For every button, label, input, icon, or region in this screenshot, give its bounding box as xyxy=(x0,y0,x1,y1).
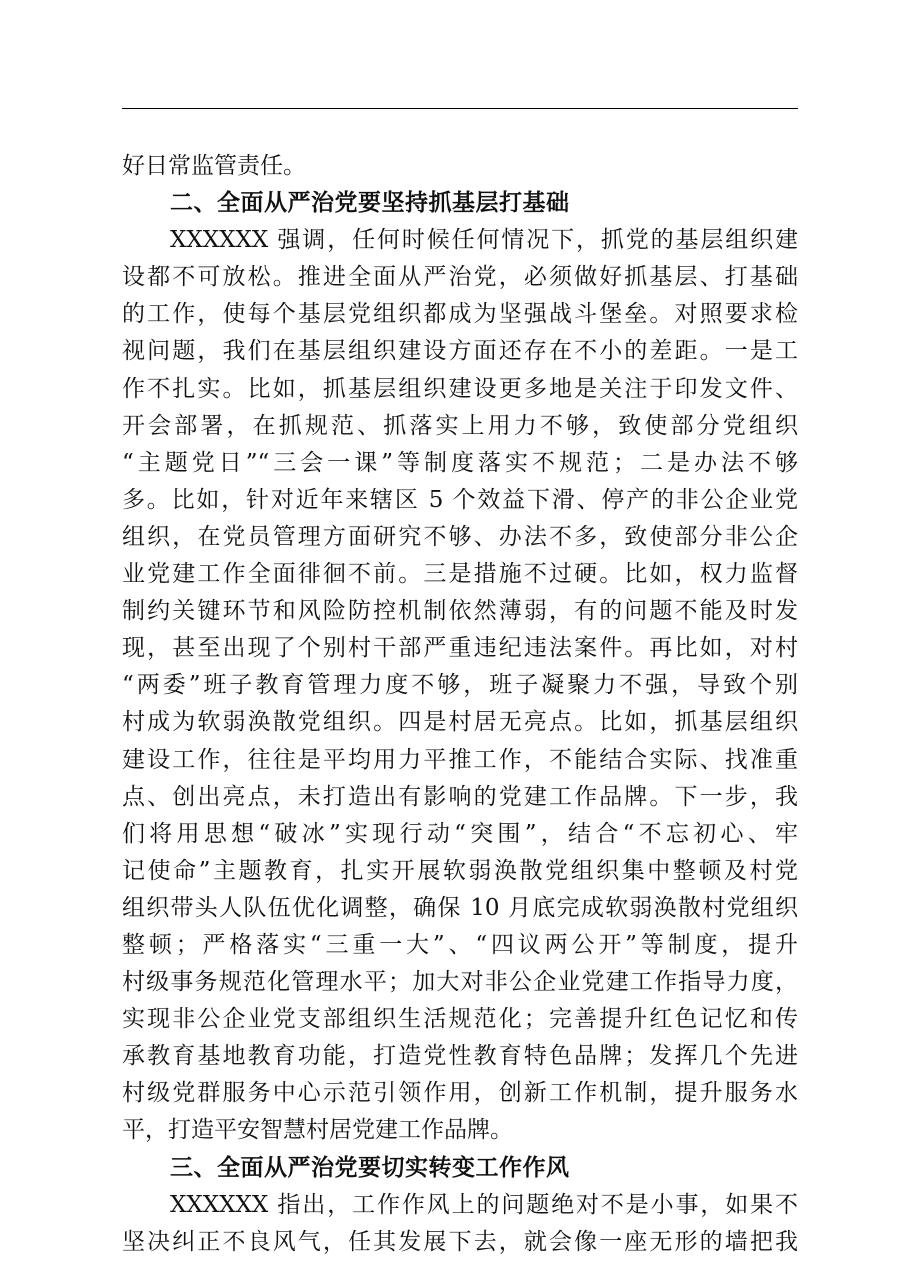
paragraph-line: 作不扎实。比如，抓基层组织建设更多地是关注于印发文件、 xyxy=(122,375,798,402)
paragraph-line: 现，甚至出现了个别村干部严重违纪违法案件。再比如，对村 xyxy=(122,635,798,662)
paragraph-line: 多。比如，针对近年来辖区 5 个效益下滑、停产的非公企业党 xyxy=(122,486,798,513)
paragraph-line: XXXXXX 强调，任何时候任何情况下，抓党的基层组织建 xyxy=(170,227,798,254)
paragraph-line: 视问题，我们在基层组织建设方面还存在不小的差距。一是工 xyxy=(122,338,798,365)
paragraph-line: 制约关键环节和风险防控机制依然薄弱，有的问题不能及时发 xyxy=(122,598,798,625)
paragraph-line: 村成为软弱涣散党组织。四是村居无亮点。比如，抓基层组织 xyxy=(122,709,798,736)
paragraph-line: 们将用思想“破冰”实现行动“突围”，结合“不忘初心、牢 xyxy=(122,820,798,847)
paragraph-line: 村级党群服务中心示范引领作用，创新工作机制，提升服务水 xyxy=(122,1080,798,1107)
body-text xyxy=(122,148,798,1261)
paragraph-line: 组织，在党员管理方面研究不够、办法不多，致使部分非公企 xyxy=(122,523,798,550)
paragraph-line: 记使命”主题教育，扎实开展软弱涣散党组织集中整顿及村党 xyxy=(122,857,798,884)
paragraph-line: 承教育基地教育功能，打造党性教育特色品牌；发挥几个先进 xyxy=(122,1043,798,1070)
paragraph-line: 平，打造平安智慧村居党建工作品牌。 xyxy=(122,1117,513,1144)
paragraph-line: 建设工作，往往是平均用力平推工作，不能结合实际、找准重 xyxy=(122,746,798,773)
paragraph-line: “两委”班子教育管理力度不够，班子凝聚力不强，导致个别 xyxy=(122,672,798,699)
paragraph-line: 村级事务规范化管理水平；加大对非公企业党建工作指导力度， xyxy=(122,969,798,996)
paragraph-line: 好日常监管责任。 xyxy=(122,153,306,179)
paragraph-line: 设都不可放松。推进全面从严治党，必须做好抓基层、打基础 xyxy=(122,264,798,291)
paragraph-line: 实现非公企业党支部组织生活规范化；完善提升红色记忆和传 xyxy=(122,1006,798,1033)
paragraph-line: XXXXXX 指出，工作作风上的问题绝对不是小事，如果不 xyxy=(170,1191,798,1218)
paragraph-line: 的工作，使每个基层党组织都成为坚强战斗堡垒。对照要求检 xyxy=(122,301,798,328)
header-rule xyxy=(122,108,798,109)
paragraph-line: 业党建工作全面徘徊不前。三是措施不过硬。比如，权力监督 xyxy=(122,561,798,588)
section-heading: 二、全面从严治党要坚持抓基层打基础 xyxy=(170,190,570,217)
paragraph-line: 坚决纠正不良风气，任其发展下去，就会像一座无形的墙把我 xyxy=(122,1228,798,1255)
section-heading: 三、全面从严治党要切实转变工作作风 xyxy=(170,1154,570,1181)
paragraph-line: “主题党日”“三会一课”等制度落实不规范；二是办法不够 xyxy=(122,449,798,476)
paragraph-line: 点、创出亮点，未打造出有影响的党建工作品牌。下一步，我 xyxy=(122,783,798,810)
paragraph-line: 开会部署，在抓规范、抓落实上用力不够，致使部分党组织 xyxy=(122,412,798,439)
paragraph-line: 整顿；严格落实“三重一大”、“四议两公开”等制度，提升 xyxy=(122,931,798,958)
paragraph-line: 组织带头人队伍优化调整，确保 10 月底完成软弱涣散村党组织 xyxy=(122,894,798,921)
